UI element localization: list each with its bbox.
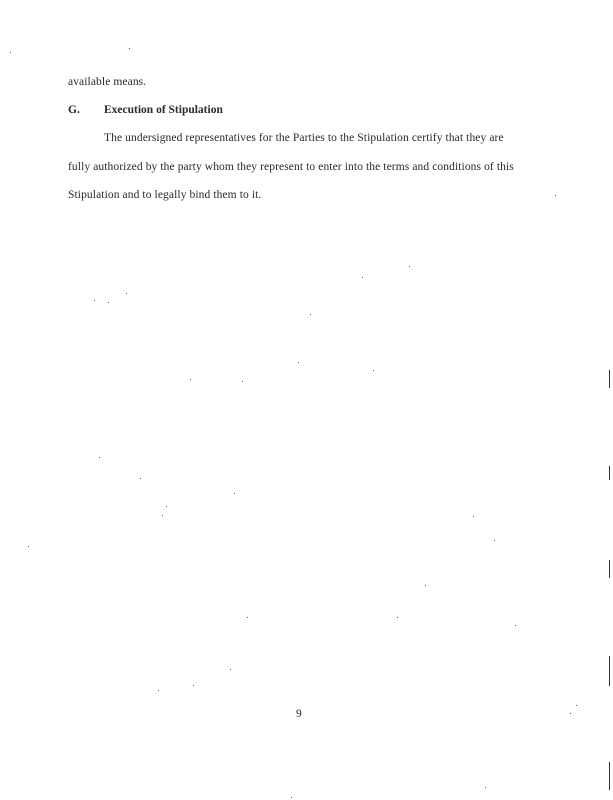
scan-speck	[162, 515, 163, 516]
scan-speck	[397, 617, 398, 618]
scan-edge-mark	[609, 370, 610, 388]
scan-speck	[234, 493, 235, 494]
scan-speck	[485, 787, 486, 788]
scan-speck	[94, 300, 95, 301]
scan-speck	[570, 713, 571, 714]
scan-speck	[494, 540, 495, 541]
scan-speck	[158, 690, 159, 691]
scan-speck	[140, 478, 141, 479]
paragraph-line: fully authorized by the party whom they represent to enter into the terms and conditions of this	[68, 161, 514, 173]
scan-speck	[473, 516, 474, 517]
scan-speck	[108, 302, 109, 303]
scan-speck	[515, 625, 516, 626]
scan-speck	[576, 705, 577, 706]
scan-speck	[373, 370, 374, 371]
scan-speck	[247, 617, 248, 618]
continuation-text: available means.	[68, 76, 147, 88]
scan-speck	[425, 585, 426, 586]
scan-speck	[99, 457, 100, 458]
paragraph-line: Stipulation and to legally bind them to it.	[68, 189, 262, 201]
scan-speck	[193, 685, 194, 686]
scan-speck	[166, 506, 167, 507]
scan-edge-mark	[609, 762, 610, 790]
scan-speck	[190, 379, 191, 380]
scan-edge-mark	[609, 560, 610, 578]
section-number: G.	[68, 104, 80, 116]
scan-edge-mark	[609, 466, 610, 480]
scan-speck	[555, 195, 556, 196]
scan-speck	[362, 277, 363, 278]
page-number: 9	[296, 708, 302, 720]
scan-speck	[409, 266, 410, 267]
paragraph-line: The undersigned representatives for the Parties to the Stipulation certify that they are	[104, 132, 504, 144]
scan-speck	[126, 293, 127, 294]
scan-edge-mark	[609, 656, 610, 686]
scan-speck	[310, 314, 311, 315]
scan-speck	[291, 797, 292, 798]
scan-speck	[129, 48, 130, 49]
scan-speck	[28, 546, 29, 547]
section-title: Execution of Stipulation	[104, 104, 223, 116]
scan-speck	[10, 52, 11, 53]
scan-speck	[230, 669, 231, 670]
scan-speck	[242, 381, 243, 382]
scan-speck	[298, 362, 299, 363]
